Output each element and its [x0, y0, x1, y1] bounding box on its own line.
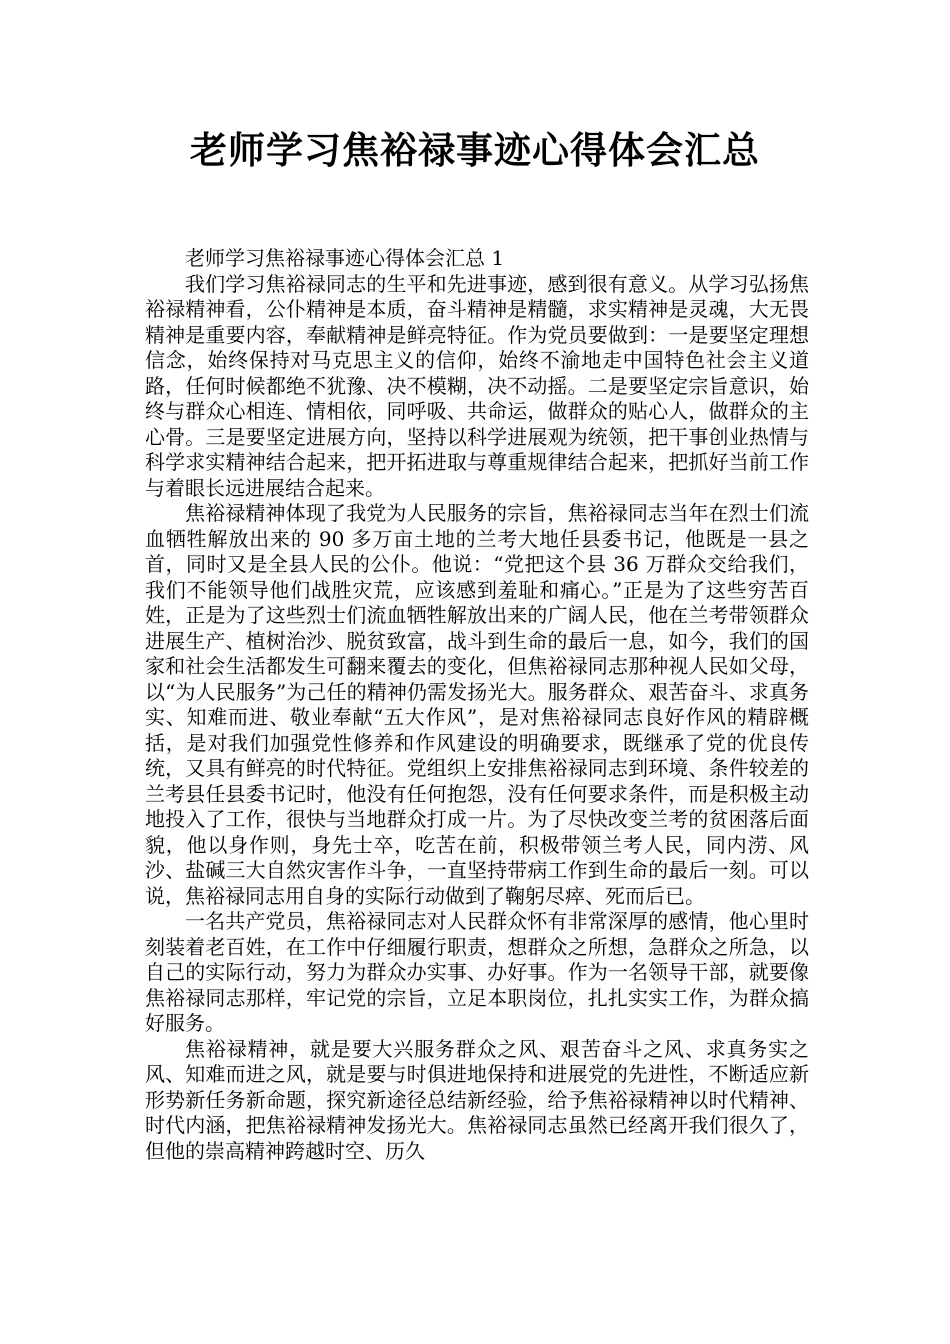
paragraph-1: 我们学习焦裕禄同志的生平和先进事迹，感到很有意义。从学习弘扬焦裕禄精神看，公仆精神是本质，奋斗精神是精髓，求实精神是灵魂，大无畏精神是重要内容，奉献精神是鲜亮特征。作为党员要做到：一是要坚定理想信念，始终保持对马克思主义的信仰，始终不渝地走中国特色社会主义道路，任何时候都绝不犹豫、决不模糊，决不动摇。二是要坚定宗旨意识，始终与群众心相连、情相依，同呼吸、共命运，做群众的贴心人，做群众的主心骨。三是要坚定进展方向，坚持以科学进展观为统领，把干事创业热情与科学求实精神结合起来，把开拓进取与尊重规律结合起来，把抓好当前工作与着眼长远进展结合起来。	[145, 271, 809, 500]
document-title: 老师学习焦裕禄事迹心得体会汇总	[190, 129, 760, 172]
paragraph-3: 一名共产党员，焦裕禄同志对人民群众怀有非常深厚的感情，他心里时刻装着老百姓，在工作中仔细履行职责，想群众之所想，急群众之所急，以自己的实际行动，努力为群众办实事、办好事。作为一名领导干部，就要像焦裕禄同志那样，牢记党的宗旨，立足本职岗位，扎扎实实工作，为群众搞好服务。	[145, 909, 809, 1035]
section-heading: 老师学习焦裕禄事迹心得体会汇总 1	[185, 246, 505, 270]
paragraph-2: 焦裕禄精神体现了我党为人民服务的宗旨，焦裕禄同志当年在烈士们流血牺牲解放出来的 90 多万亩土地的兰考大地任县委书记，他既是一县之首，同时又是全县人民的公仆。他说：“党把这个县 36 万群众交给我们，我们不能领导他们战胜灾荒，应该感到羞耻和痛心。”正是为了这些穷苦百姓，正是为了这些烈士们流血牺牲解放出来的广阔人民，他在兰考带领群众进展生产、植树治沙、脱贫致富，战斗到生命的最后一息，如今，我们的国家和社会生活都发生可翻来覆去的变化，但焦裕禄同志那种视人民如父母，以“为人民服务”为己任的精神仍需发扬光大。服务群众、艰苦奋斗、求真务实、知难而进、敬业奉献“五大作风”，是对焦裕禄同志良好作风的精辟概括，是对我们加强党性修养和作风建设的明确要求，既继承了党的优良传统，又具有鲜亮的时代特征。党组织上安排焦裕禄同志到环境、条件较差的兰考县任县委书记时，他没有任何抱怨，没有任何要求条件，而是积极主动地投入了工作，很快与当地群众打成一片。为了尽快改变兰考的贫困落后面貌，他以身作则，身先士卒，吃苦在前，积极带领兰考人民，同内涝、风沙、盐碱三大自然灾害作斗争，一直坚持带病工作到生命的最后一刻。可以说，焦裕禄同志用自身的实际行动做到了鞠躬尽瘁、死而后已。	[145, 501, 809, 908]
document-body	[145, 246, 809, 1164]
paragraph-4: 焦裕禄精神，就是要大兴服务群众之风、艰苦奋斗之风、求真务实之风、知难而进之风，就是要与时俱进地保持和进展党的先进性，不断适应新形势新任务新命题，探究新途径总结新经验，给予焦裕禄精神以时代精神、时代内涵，把焦裕禄精神发扬光大。焦裕禄同志虽然已经离开我们很久了，但他的崇高精神跨越时空、历久	[145, 1036, 809, 1163]
